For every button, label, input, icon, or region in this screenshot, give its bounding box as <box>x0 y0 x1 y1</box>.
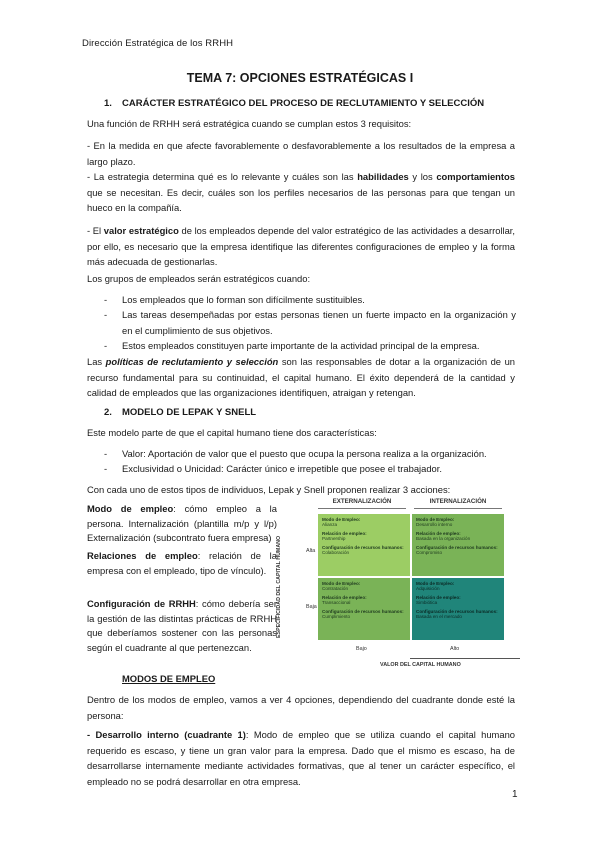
paragraph-policies: Las políticas de reclutamiento y selección son las responsables de dotar a la organización de un recurso fundamental para su continuidad, el capital humano. El éxito dependerá de la cantidad y calidad de empleados que las organizaciones identifiquen, atraigan y retengan. <box>87 356 515 399</box>
paragraph-modes-intro: Dentro de los modos de empleo, vamos a ver 4 opciones, dependiendo del cuadrante donde esté la persona: <box>87 694 515 721</box>
paragraph-model: Este modelo parte de que el capital humano tiene dos características: <box>87 427 377 438</box>
list-item: - Estos empleados constituyen parte importante de la actividad principal de la empresa. <box>104 340 480 351</box>
list-item: - Exclusividad o Unicidad: Carácter único e irrepetible que posee el trabajador. <box>104 463 442 474</box>
action-employment-relations: Relaciones de empleo: relación de la empresa con el empleado, tipo de vínculo). <box>87 550 277 576</box>
action-hr-configuration: Configuración de RRHH: cómo debería ser la gestión de las distintas prácticas de RRHH que deberíamos sostener con las personas según el cuadrante al que pertenezcan. <box>87 598 277 653</box>
paragraph-req-2: - La estrategia determina qué es lo relevante y cuáles son las habilidades y los comportamientos que se necesitan. Es decir, cuáles son los perfiles necesarios de las personas para que tengan un hueco en la compañía. <box>87 171 515 214</box>
paragraph-internal-development: - Desarrollo interno (cuadrante 1): Modo de empleo que se utiliza cuando el capital humano requerido es escaso, y tiene un gran valor para la empresa. Dado que el mismo es escaso, ha de desarrollarse internamente mediante actividades formativas, que al tener un carácter específico, el empleado no se podrá desarrollar en otra empresa. <box>87 729 515 787</box>
x-label-high: Alto <box>450 646 460 652</box>
column-header-internalization: INTERNALIZACIÓN <box>429 498 487 505</box>
y-axis-title: ESPECIFICIDAD DEL CAPITAL HUMANO <box>276 535 282 638</box>
x-axis-title: VALOR DEL CAPITAL HUMANO <box>380 662 461 668</box>
x-label-low: Bajo <box>356 646 367 652</box>
page-header: Dirección Estratégica de los RRHH <box>82 38 234 49</box>
list-item: - Valor: Aportación de valor que el puesto que ocupa la persona realiza a la organización. <box>104 448 487 459</box>
column-rule <box>318 508 406 509</box>
y-label-high: Alta <box>306 548 316 554</box>
quadrant-contracting: Modo de Empleo: Contratación Relación de empleo: Transaccional Configuración de recursos humanos: Cumplimiento <box>318 578 410 640</box>
page-title: TEMA 7: OPCIONES ESTRATÉGICAS I <box>186 71 414 85</box>
x-axis-rule <box>410 658 520 659</box>
y-label-low: Baja <box>306 604 317 610</box>
quadrant-acquisition: Modo de Empleo: Adquisición Relación de empleo: Simbiótica Configuración de recursos humanos: Basada en el mercado <box>412 578 504 640</box>
paragraph-req-1: - En la medida en que afecte favorablemente o desfavorablemente a los resultados de la empresa a largo plazo. <box>87 140 515 167</box>
modos-heading: MODOS DE EMPLEO <box>122 673 216 684</box>
column-rule <box>414 508 502 509</box>
action-employment-mode: Modo de empleo: cómo empleo a la persona. Internalización (plantilla m/p y l/p) Externalización (subcontrato fuera empresa) <box>87 503 277 544</box>
quadrant-internal-development: Modo de Empleo: Desarrollo interno Relación de empleo: Basada en la organización Configuración de recursos humanos: Compromiso <box>412 514 504 576</box>
paragraph-groups: Los grupos de empleados serán estratégicos cuando: <box>87 273 311 284</box>
lepak-snell-matrix <box>276 498 522 668</box>
section-1-heading: 1. CARÁCTER ESTRATÉGICO DEL PROCESO DE RECLUTAMIENTO Y SELECCIÓN <box>104 98 485 109</box>
column-header-externalization: EXTERNALIZACIÓN <box>332 498 392 505</box>
paragraph-req-3: - El valor estratégico de los empleados depende del valor estratégico de las actividades a desarrollar, por ello, es necesario que la empresa identifique las diferentes configuraciones de empleo y la forma más adecuada de gestionarlas. <box>87 225 515 268</box>
page-number: 1 <box>512 789 518 800</box>
list-item: - Las tareas desempeñadas por estas personas tienen un fuerte impacto en la organización y en el cumplimiento de sus objetivos. <box>104 309 516 336</box>
quadrant-alliance: Modo de Empleo: Alianza Relación de empleo: Partnership Configuración de recursos humanos: Colaboración <box>318 514 410 576</box>
paragraph-intro: Una función de RRHH será estratégica cuando se cumplan estos 3 requisitos: <box>87 118 412 129</box>
list-item: - Los empleados que lo forman son difícilmente sustituibles. <box>104 294 365 305</box>
paragraph-actions: Con cada uno de estos tipos de individuos, Lepak y Snell proponen realizar 3 acciones: <box>87 484 451 495</box>
section-2-heading: 2. MODELO DE LEPAK Y SNELL <box>104 407 257 418</box>
